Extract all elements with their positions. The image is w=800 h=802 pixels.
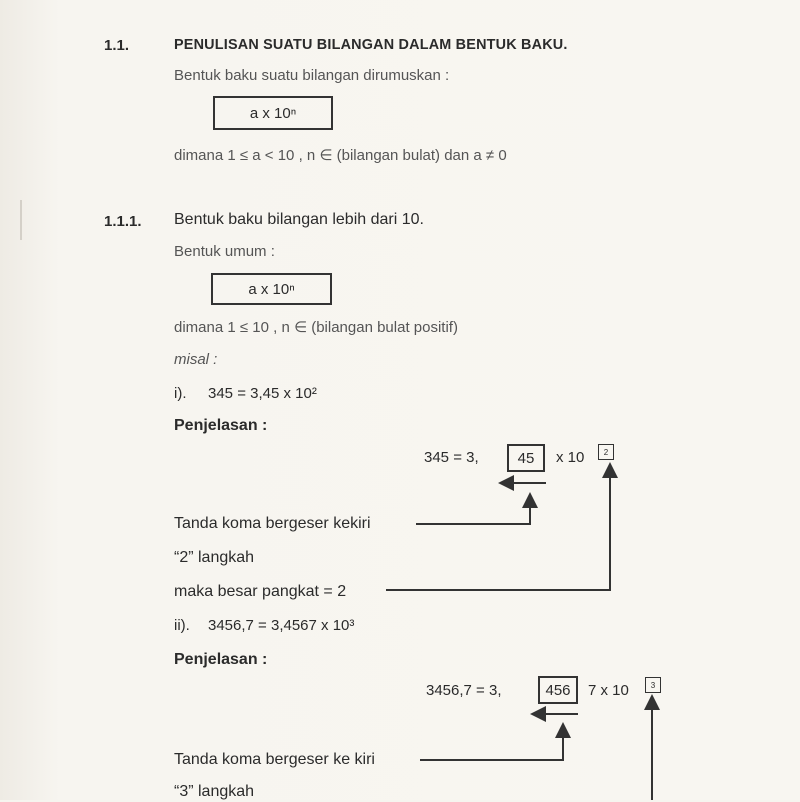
example-1-exponent: 2 xyxy=(603,447,609,457)
subsection-title: Bentuk baku bilangan lebih dari 10. xyxy=(174,211,424,228)
example-2-exponent: 3 xyxy=(650,680,656,690)
example-2-moved-digits: 456 xyxy=(545,681,571,699)
example-2-diagram-suffix: 7 x 10 xyxy=(588,682,629,699)
condition-text: dimana 1 ≤ a < 10 , n ∈ (bilangan bulat) dan a ≠ 0 xyxy=(174,147,507,164)
example-1-note-1: Tanda koma bergeser kekiri xyxy=(174,515,371,532)
example-2-note-1-connector xyxy=(420,730,563,760)
section-intro: Bentuk baku suatu bilangan dirumuskan : xyxy=(174,67,450,84)
general-condition-text: dimana 1 ≤ 10 , n ∈ (bilangan bulat positif) xyxy=(174,319,458,336)
example-label: misal : xyxy=(174,351,218,368)
example-1-moved-digits: 45 xyxy=(517,449,535,467)
example-1-exponent-connector xyxy=(386,470,610,590)
example-1-note-3: maka besar pangkat = 2 xyxy=(174,583,347,600)
example-2-explanation-label: Penjelasan : xyxy=(174,651,268,668)
general-formula-text: a x 10ⁿ xyxy=(248,280,295,298)
section-title: PENULISAN SUATU BILANGAN DALAM BENTUK BAKU. xyxy=(174,36,568,53)
example-1-label: i). xyxy=(174,385,187,402)
example-1-explanation-label: Penjelasan : xyxy=(174,417,268,434)
subsection-number: 1.1.1. xyxy=(104,213,142,230)
example-2-note-1: Tanda koma bergeser ke kiri xyxy=(174,751,375,768)
formula-text: a x 10ⁿ xyxy=(249,104,297,122)
example-2-diagram-prefix: 3456,7 = 3, xyxy=(426,682,502,699)
example-1-note-2: “2” langkah xyxy=(174,549,255,566)
example-1-note-1-connector xyxy=(416,500,530,524)
general-form-label: Bentuk umum : xyxy=(174,243,275,260)
section-number: 1.1. xyxy=(104,37,130,54)
example-2-equation: 3456,7 = 3,4567 x 10³ xyxy=(208,617,355,634)
example-2-note-2: “3” langkah xyxy=(174,783,255,800)
example-2-label: ii). xyxy=(174,617,190,634)
example-1-equation: 345 = 3,45 x 10² xyxy=(208,385,317,402)
example-1-diagram-prefix: 345 = 3, xyxy=(424,449,479,466)
example-1-diagram-suffix: x 10 xyxy=(556,449,585,466)
